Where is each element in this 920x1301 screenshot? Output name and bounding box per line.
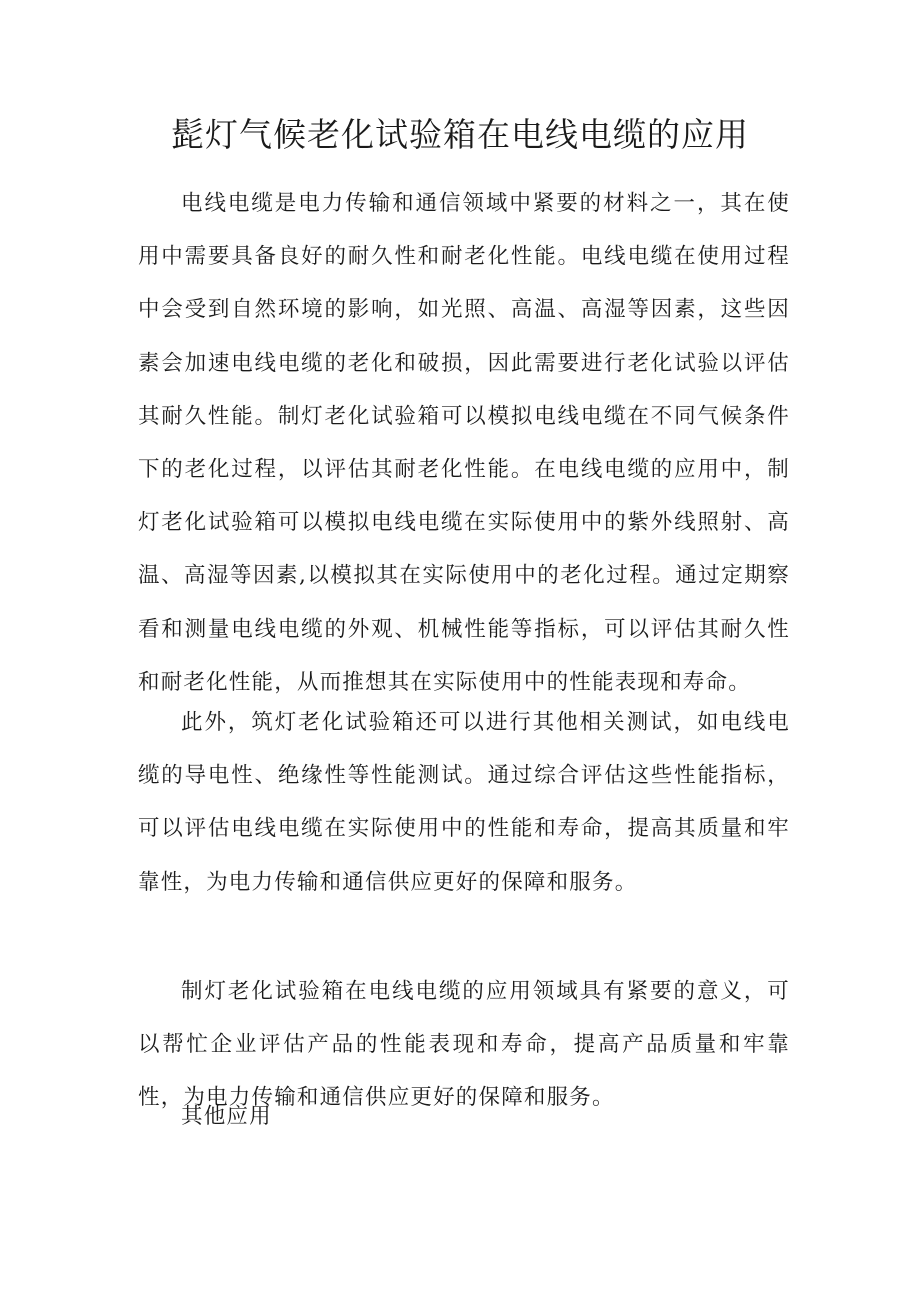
paragraph-1: 电线电缆是电力传输和通信领域中紧要的材料之一，其在使用中需要具备良好的耐久性和耐老化性能。电线电缆在使用过程中会受到自然环境的影响，如光照、高温、高湿等因素，这些因素会加速电线电缆的老化和破损，因此需要进行老化试验以评估其耐久性能。制灯老化试验箱可以模拟电线电缆在不同气候条件下的老化过程，以评估其耐老化性能。在电线电缆的应用中，制灯老化试验箱可以模拟电线电缆在实际使用中的紫外线照射、高温、高湿等因素,以模拟其在实际使用中的老化过程。通过定期察看和测量电线电缆的外观、机械性能等指标，可以评估其耐久性和耐老化性能，从而推想其在实际使用中的性能表现和寿命。 bbox=[138, 191, 790, 695]
paragraph-2: 此外，筑灯老化试验箱还可以进行其他相关测试，如电线电缆的导电性、绝缘性等性能测试。通过综合评估这些性能指标，可以评估电线电缆在实际使用中的性能和寿命，提高其质量和牢靠性，为电力传输和通信供应更好的保障和服务。 bbox=[138, 710, 790, 895]
paragraph-3: 制灯老化试验箱在电线电缆的应用领域具有紧要的意义，可以帮忙企业评估产品的性能表现和寿命，提高产品质量和牢靠性，为电力传输和通信供应更好的保障和服务。 bbox=[138, 979, 790, 1111]
section-subheading: 其他应用 bbox=[181, 1104, 272, 1129]
document-title: 髭灯气候老化试验箱在电线电缆的应用 bbox=[171, 115, 749, 154]
